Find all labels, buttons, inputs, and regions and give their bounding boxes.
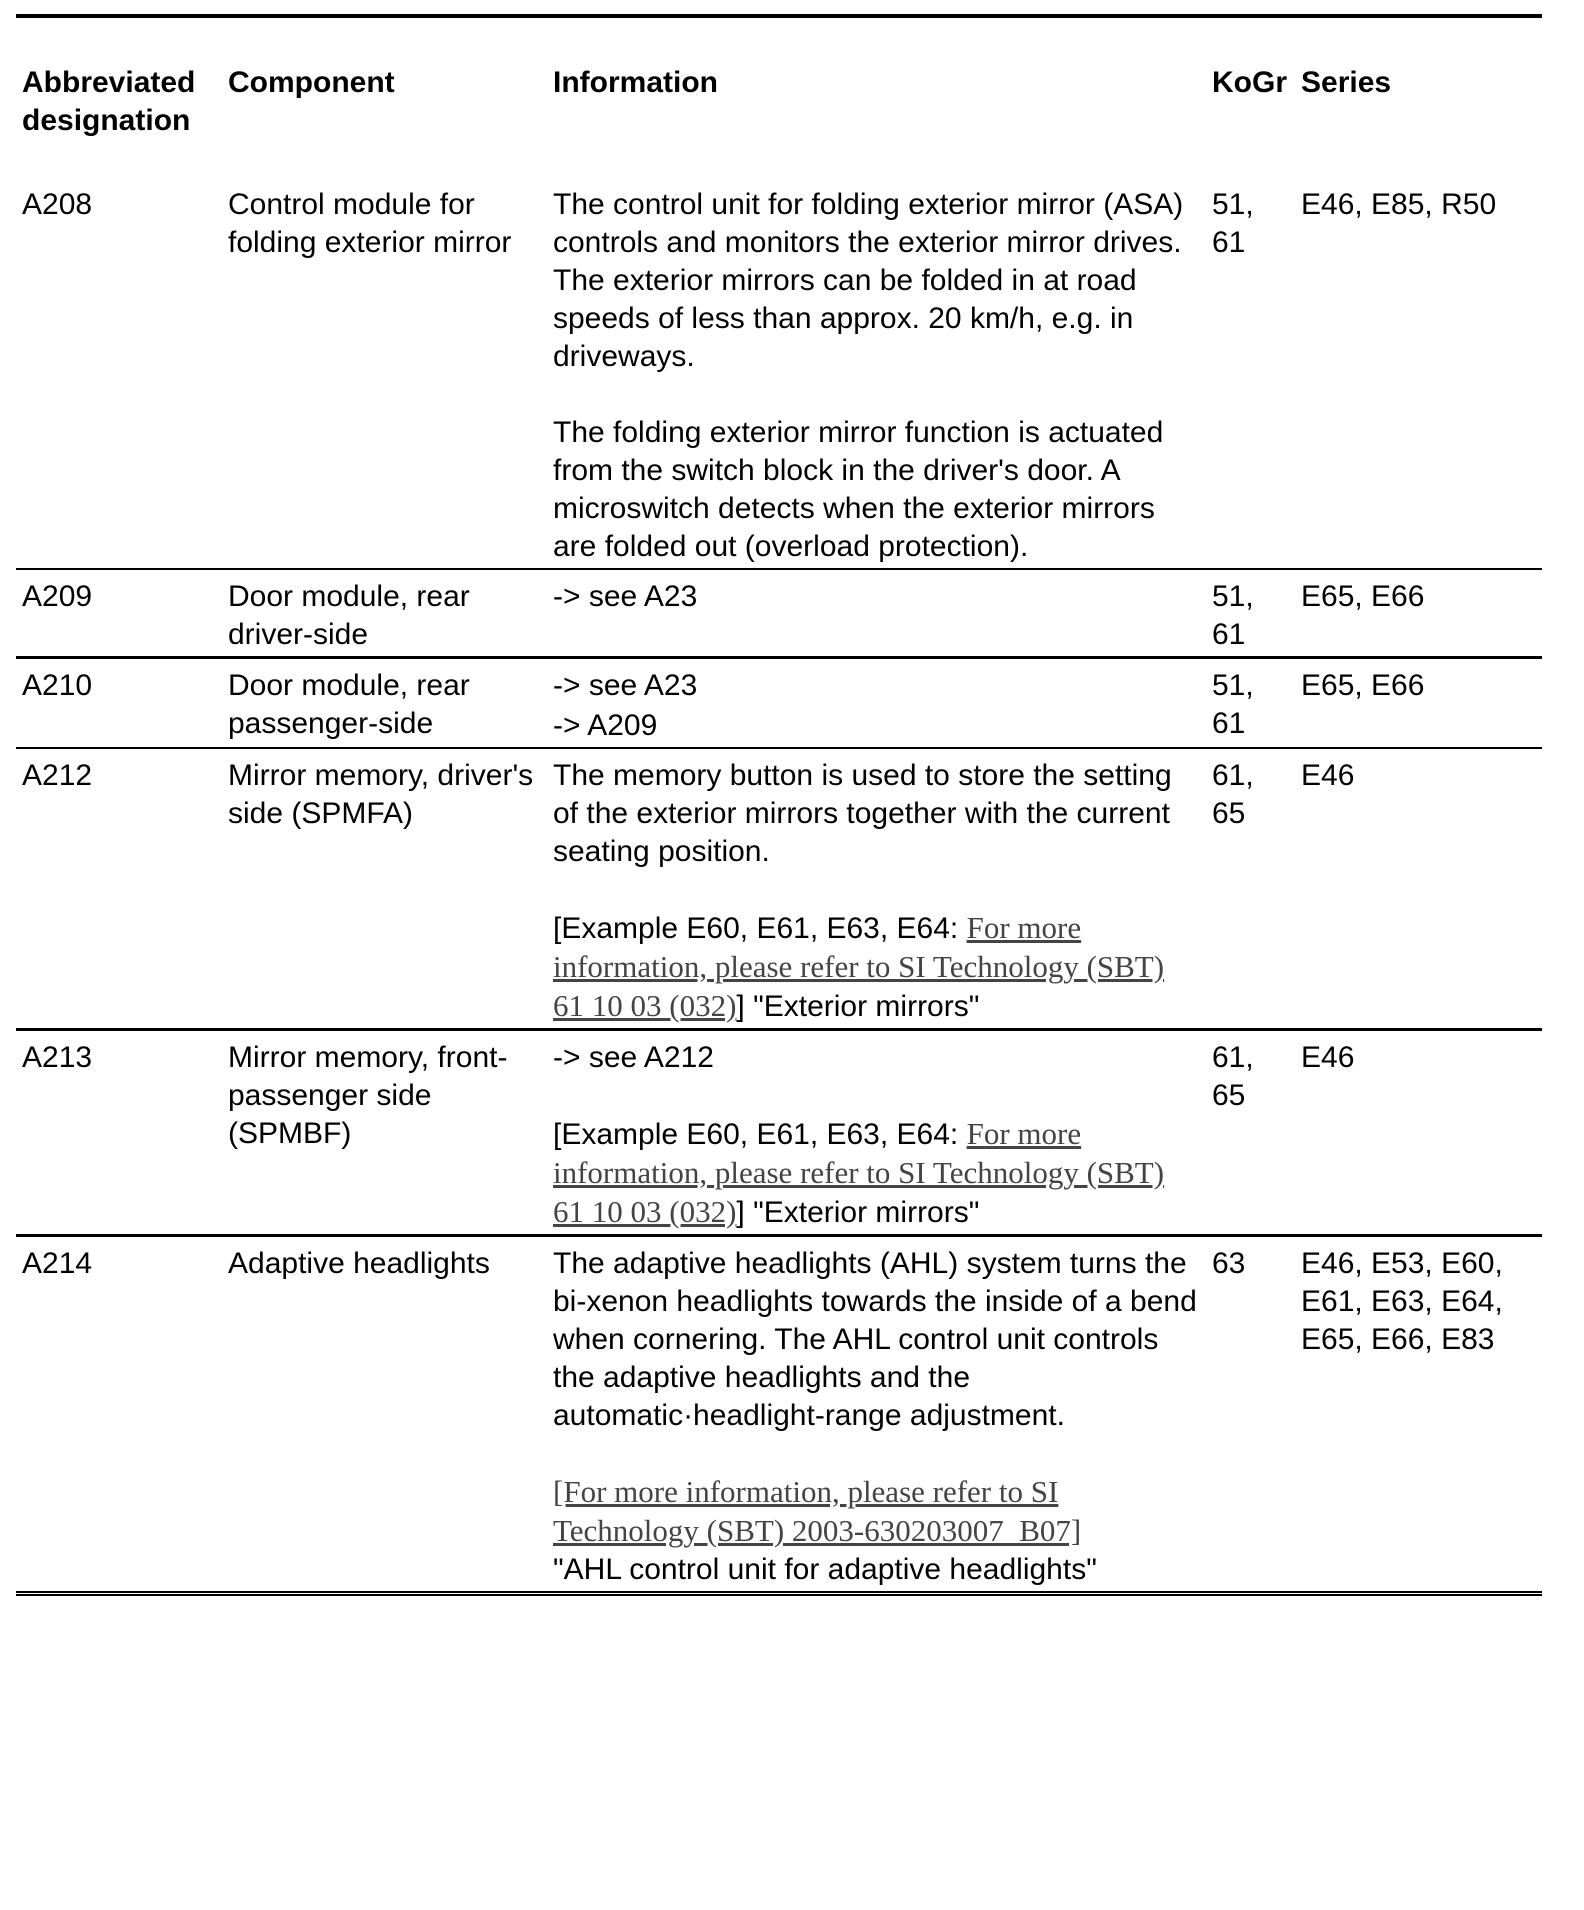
header-series: Series — [1301, 66, 1392, 99]
cell-kogr: 61, 65 — [1206, 1030, 1295, 1236]
header-row — [16, 16, 1542, 186]
cell-component: Mirror memory, front-passenger side (SPMBF) — [222, 1030, 547, 1236]
cell-series: E65, E66 — [1295, 658, 1542, 749]
si-technology-link[interactable]: For more information, please refer to SI Technology (SBT) 61 10 03 (032) — [553, 1116, 1165, 1229]
info-paragraph: -> see A212 — [553, 1041, 714, 1074]
cell-information — [547, 1030, 1206, 1236]
info-reference — [553, 1115, 1202, 1232]
reference-suffix: ] "Exterior mirrors" — [736, 1196, 980, 1229]
cell-series: E46 — [1295, 748, 1542, 1030]
header-information: Information — [553, 66, 718, 99]
reference-prefix: [Example E60, E61, E63, E64: — [553, 912, 967, 945]
header-kogr: KoGr — [1212, 66, 1287, 99]
cell-series: E46 — [1295, 1030, 1542, 1236]
table-row — [16, 1236, 1542, 1594]
cell-kogr: 51, 61 — [1206, 569, 1295, 658]
cell-abbr: A214 — [16, 1236, 222, 1594]
cell-component: Door module, rear driver-side — [222, 569, 547, 658]
table-row — [16, 658, 1542, 749]
info-paragraph: The adaptive headlights (AHL) system turns the bi-xenon headlights towards the inside of a bend when cornering. The AHL control unit controls the adaptive headlights and the automatic·headlight-range adjustment. — [553, 1247, 1197, 1432]
cell-kogr: 51, 61 — [1206, 186, 1295, 569]
cell-series: E46, E53, E60, E61, E63, E64, E65, E66, E83 — [1295, 1236, 1542, 1594]
info-paragraph: -> A209 — [553, 709, 658, 742]
cell-abbr: A209 — [16, 569, 222, 658]
table-row — [16, 1030, 1542, 1236]
table-row — [16, 186, 1542, 569]
cell-kogr: 63 — [1206, 1236, 1295, 1594]
info-paragraph: -> see A23 — [553, 669, 698, 702]
info-paragraph: The control unit for folding exterior mirror (ASA) controls and monitors the exterior mirror drives. The exterior mirrors can be folded in at road speeds of less than approx. 20 km/h, e.g. in driveways. — [553, 188, 1184, 373]
table-row — [16, 748, 1542, 1030]
header-component: Component — [228, 66, 395, 99]
component-table — [16, 14, 1542, 1596]
info-paragraph: The memory button is used to store the setting of the exterior mirrors together with the current seating position. — [553, 759, 1172, 868]
si-technology-link[interactable]: For more information, please refer to SI Technology (SBT) 61 10 03 (032) — [553, 910, 1165, 1023]
info-paragraph: -> see A23 — [553, 580, 698, 613]
cell-series: E65, E66 — [1295, 569, 1542, 658]
cell-information — [547, 1236, 1206, 1594]
si-technology-link[interactable]: [For more information, please refer to SI Technology (SBT) 2003-630203007_B07] — [553, 1474, 1082, 1548]
cell-information — [547, 569, 1206, 658]
cell-information — [547, 658, 1206, 749]
table-row — [16, 569, 1542, 658]
cell-component: Control module for folding exterior mirror — [222, 186, 547, 569]
cell-information — [547, 186, 1206, 569]
header-abbreviated-designation: Abbreviated designation — [22, 66, 196, 137]
cell-series: E46, E85, R50 — [1295, 186, 1542, 569]
cell-abbr: A212 — [16, 748, 222, 1030]
cell-kogr: 61, 65 — [1206, 748, 1295, 1030]
info-reference — [553, 1473, 1202, 1589]
reference-suffix: "AHL control unit for adaptive headlights" — [553, 1553, 1097, 1586]
reference-suffix: ] "Exterior mirrors" — [736, 990, 980, 1023]
cell-abbr: A208 — [16, 186, 222, 569]
cell-information — [547, 748, 1206, 1030]
cell-component: Door module, rear passenger-side — [222, 658, 547, 749]
info-reference — [553, 909, 1202, 1026]
cell-abbr: A210 — [16, 658, 222, 749]
info-paragraph: The folding exterior mirror function is actuated from the switch block in the driver's door. A microswitch detects when the exterior mirrors are folded out (overload protection). — [553, 416, 1164, 563]
cell-component: Mirror memory, driver's side (SPMFA) — [222, 748, 547, 1030]
reference-prefix: [Example E60, E61, E63, E64: — [553, 1118, 967, 1151]
cell-abbr: A213 — [16, 1030, 222, 1236]
cell-component: Adaptive headlights — [222, 1236, 547, 1594]
cell-kogr: 51, 61 — [1206, 658, 1295, 749]
